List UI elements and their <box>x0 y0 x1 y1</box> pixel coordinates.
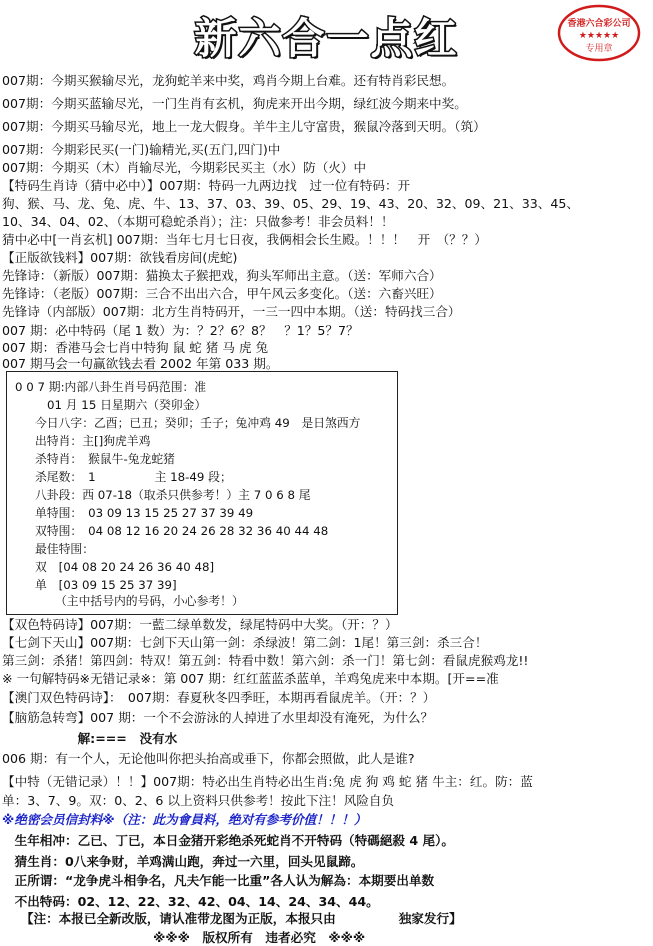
box-text-line: 杀特肖： 猴鼠牛-兔龙蛇猪 <box>35 452 175 466</box>
text-line: 第三剑：杀猪！第四剑：特双！第五剑：特看中数！第六剑：杀一门！第七剑：看鼠虎猴鸡龙!! <box>2 653 529 668</box>
box-text-line: 单 [03 09 15 25 37 39] <box>35 578 177 592</box>
text-line: 猜中必中[一肖玄机] 007期：当年七月七日夜，我俩相会长生殿。！！！ 开 （？？） <box>2 232 487 247</box>
text-line: 【澳门双色特码诗】： 007期：春夏秋冬四季旺，本期再看鼠虎羊。（开：？） <box>2 690 436 705</box>
title-text: 新六合一点红 <box>194 14 459 63</box>
text-line: 【七剑下天山】007期：七剑下天山第一剑：杀绿波！第二剑：1尾！第三剑：杀三合！ <box>2 635 488 650</box>
text-line: 先锋诗（内部版）007期：北方生肖特码开，一三一四中本期。（送：特码找三合） <box>2 304 461 319</box>
box-text-line: （主中括号内的号码，小心参考！） <box>55 594 244 608</box>
text-line: 【注：本报已全新改版，请认准带龙图为正版，本报只由 独家发行】 <box>2 911 462 926</box>
text-line: 猜生肖：0八来争财，羊鸡满山跑，奔过一六里，回头见鼠蹄。 <box>2 854 364 869</box>
text-line: 007期：今期买（木）肖输尽光，今期彩民买主（水）防（火）中 <box>2 160 367 175</box>
bagua-range-box <box>6 371 398 615</box>
text-line: 007 期马会一句赢欲钱去看 2002 年第 033 期。 <box>2 356 279 371</box>
text-line: 007期：今期买蓝输尽光，一门生肖有玄机，狗虎来开出今期，绿红波今期来中奖。 <box>2 96 467 111</box>
text-line: 【正版欲钱料】007期：欲钱看房间(虎蛇) <box>2 250 238 265</box>
text-line: 007期：今期买猴输尽光，龙狗蛇羊来中奖，鸡肖今期上台难。还有特肖彩民想。 <box>2 73 455 88</box>
page-title <box>0 6 653 63</box>
text-line: 007 期：必中特码（尾 1 数）为：？2？6？8？ ？1？5？7？ <box>2 323 359 338</box>
text-line: 10、34、04、02、（本期可稳蛇杀肖）；注：只做参考！非会员料！！ <box>2 214 394 229</box>
text-line: 007 期：香港马会七肖中特狗 鼠 蛇 猪 马 虎 兔 <box>2 340 269 355</box>
box-text-line: 01 月 15 日星期六（癸卯金） <box>47 398 207 412</box>
text-line: ※ 一句解特码※无错记录※：第 007 期：红红蓝蓝杀蓝单，羊鸡兔虎来中本期。[开==准 <box>2 671 499 686</box>
text-line: 生年相冲：乙已、丁已，本日金猪开彩绝杀死蛇肖不开特码（特碼絕殺 4 尾）。 <box>2 833 455 848</box>
text-line: 狗、猴、马、龙、兔、虎、牛、13、37、03、39、05、29、19、43、20、32、09、21、33、45、 <box>2 196 579 211</box>
text-line: 单：3、7、9。双：0、2、6 以上资料只供参考！按此下注！风险自负 <box>2 793 395 808</box>
box-text-line: 双特围： 04 08 12 16 20 24 26 28 32 36 40 44 48 <box>35 524 329 538</box>
text-line: 007期：今期彩民买(一门)输精光,买(五门,四门)中 <box>2 142 281 157</box>
box-text-line: 杀尾数： 1 主 18-49 段； <box>35 470 232 484</box>
text-line: 【脑筋急转弯】007 期：一个不会游泳的人掉进了水里却没有淹死，为什么？ <box>2 710 434 725</box>
text-line: 006 期：有一个人，无论他叫你把头抬高或垂下，你都会照做，此人是谁? <box>2 751 415 766</box>
box-text-line: 出特肖：主[]狗虎羊鸡 <box>35 434 151 448</box>
box-text-line: 今日八字：乙酉；已丑；癸卯；壬子；兔冲鸡 49 是日煞西方 <box>35 416 361 430</box>
box-text-line: 0 0 7 期:内部八卦生肖号码范围：准 <box>15 380 207 394</box>
text-line: 【特码生肖诗（猜中必中）】007期：特码一九两边找 过一位有特码：开 <box>2 178 411 193</box>
text-line: ※※※ 版权所有 违者必究 ※※※ <box>2 930 366 945</box>
box-text-line: 单特围： 03 09 13 15 25 27 37 39 49 <box>35 506 254 520</box>
box-text-line: 双 [04 08 20 24 26 36 40 48] <box>35 560 215 574</box>
text-line: 【中特（无错记录）！！】007期：特必出生肖特必出生肖:兔 虎 狗 鸡 蛇 猪 牛主：红。防：蓝 <box>2 774 533 789</box>
text-line: 先锋诗：（老版）007期：三合不出出六合，甲午风云多变化。（送：六畜兴旺） <box>2 286 442 301</box>
svg-text:★★★★★: ★★★★★ <box>578 31 620 41</box>
text-line: 先锋诗：（新版）007期：猫换太子猴把戏，狗头军师出主意。（送：军师六合） <box>2 268 442 283</box>
company-seal-stamp <box>557 4 641 62</box>
text-line: 不出特码：02、12、22、32、42、04、14、24、34、44。 <box>2 894 379 909</box>
box-text-line: 八卦段：西 07-18（取杀只供参考！）主 7 0 6 8 尾 <box>35 488 311 502</box>
text-line: 解:=== 没有水 <box>2 731 178 746</box>
text-line: 【双色特码诗】007期：一藍二绿单数发，绿尾特码中大奖。（开：？） <box>2 617 398 632</box>
text-line: 正所谓：“龙争虎斗相争名，凡夫乍能一比重”各人认为解為：本期要出单数 <box>2 873 435 888</box>
text-line: 007期：今期买马输尽光，地上一龙大假身。羊牛主儿守富贵，猴鼠冷落到天明。（筑） <box>2 119 486 134</box>
svg-text:专用章: 专用章 <box>585 44 613 54</box>
text-line: ※绝密会员信封料※（注：此为會員料，绝对有参考价值！！！） <box>2 812 367 827</box>
box-text-line: 最佳特围： <box>35 542 94 556</box>
svg-text:香港六合彩公司: 香港六合彩公司 <box>567 19 631 29</box>
